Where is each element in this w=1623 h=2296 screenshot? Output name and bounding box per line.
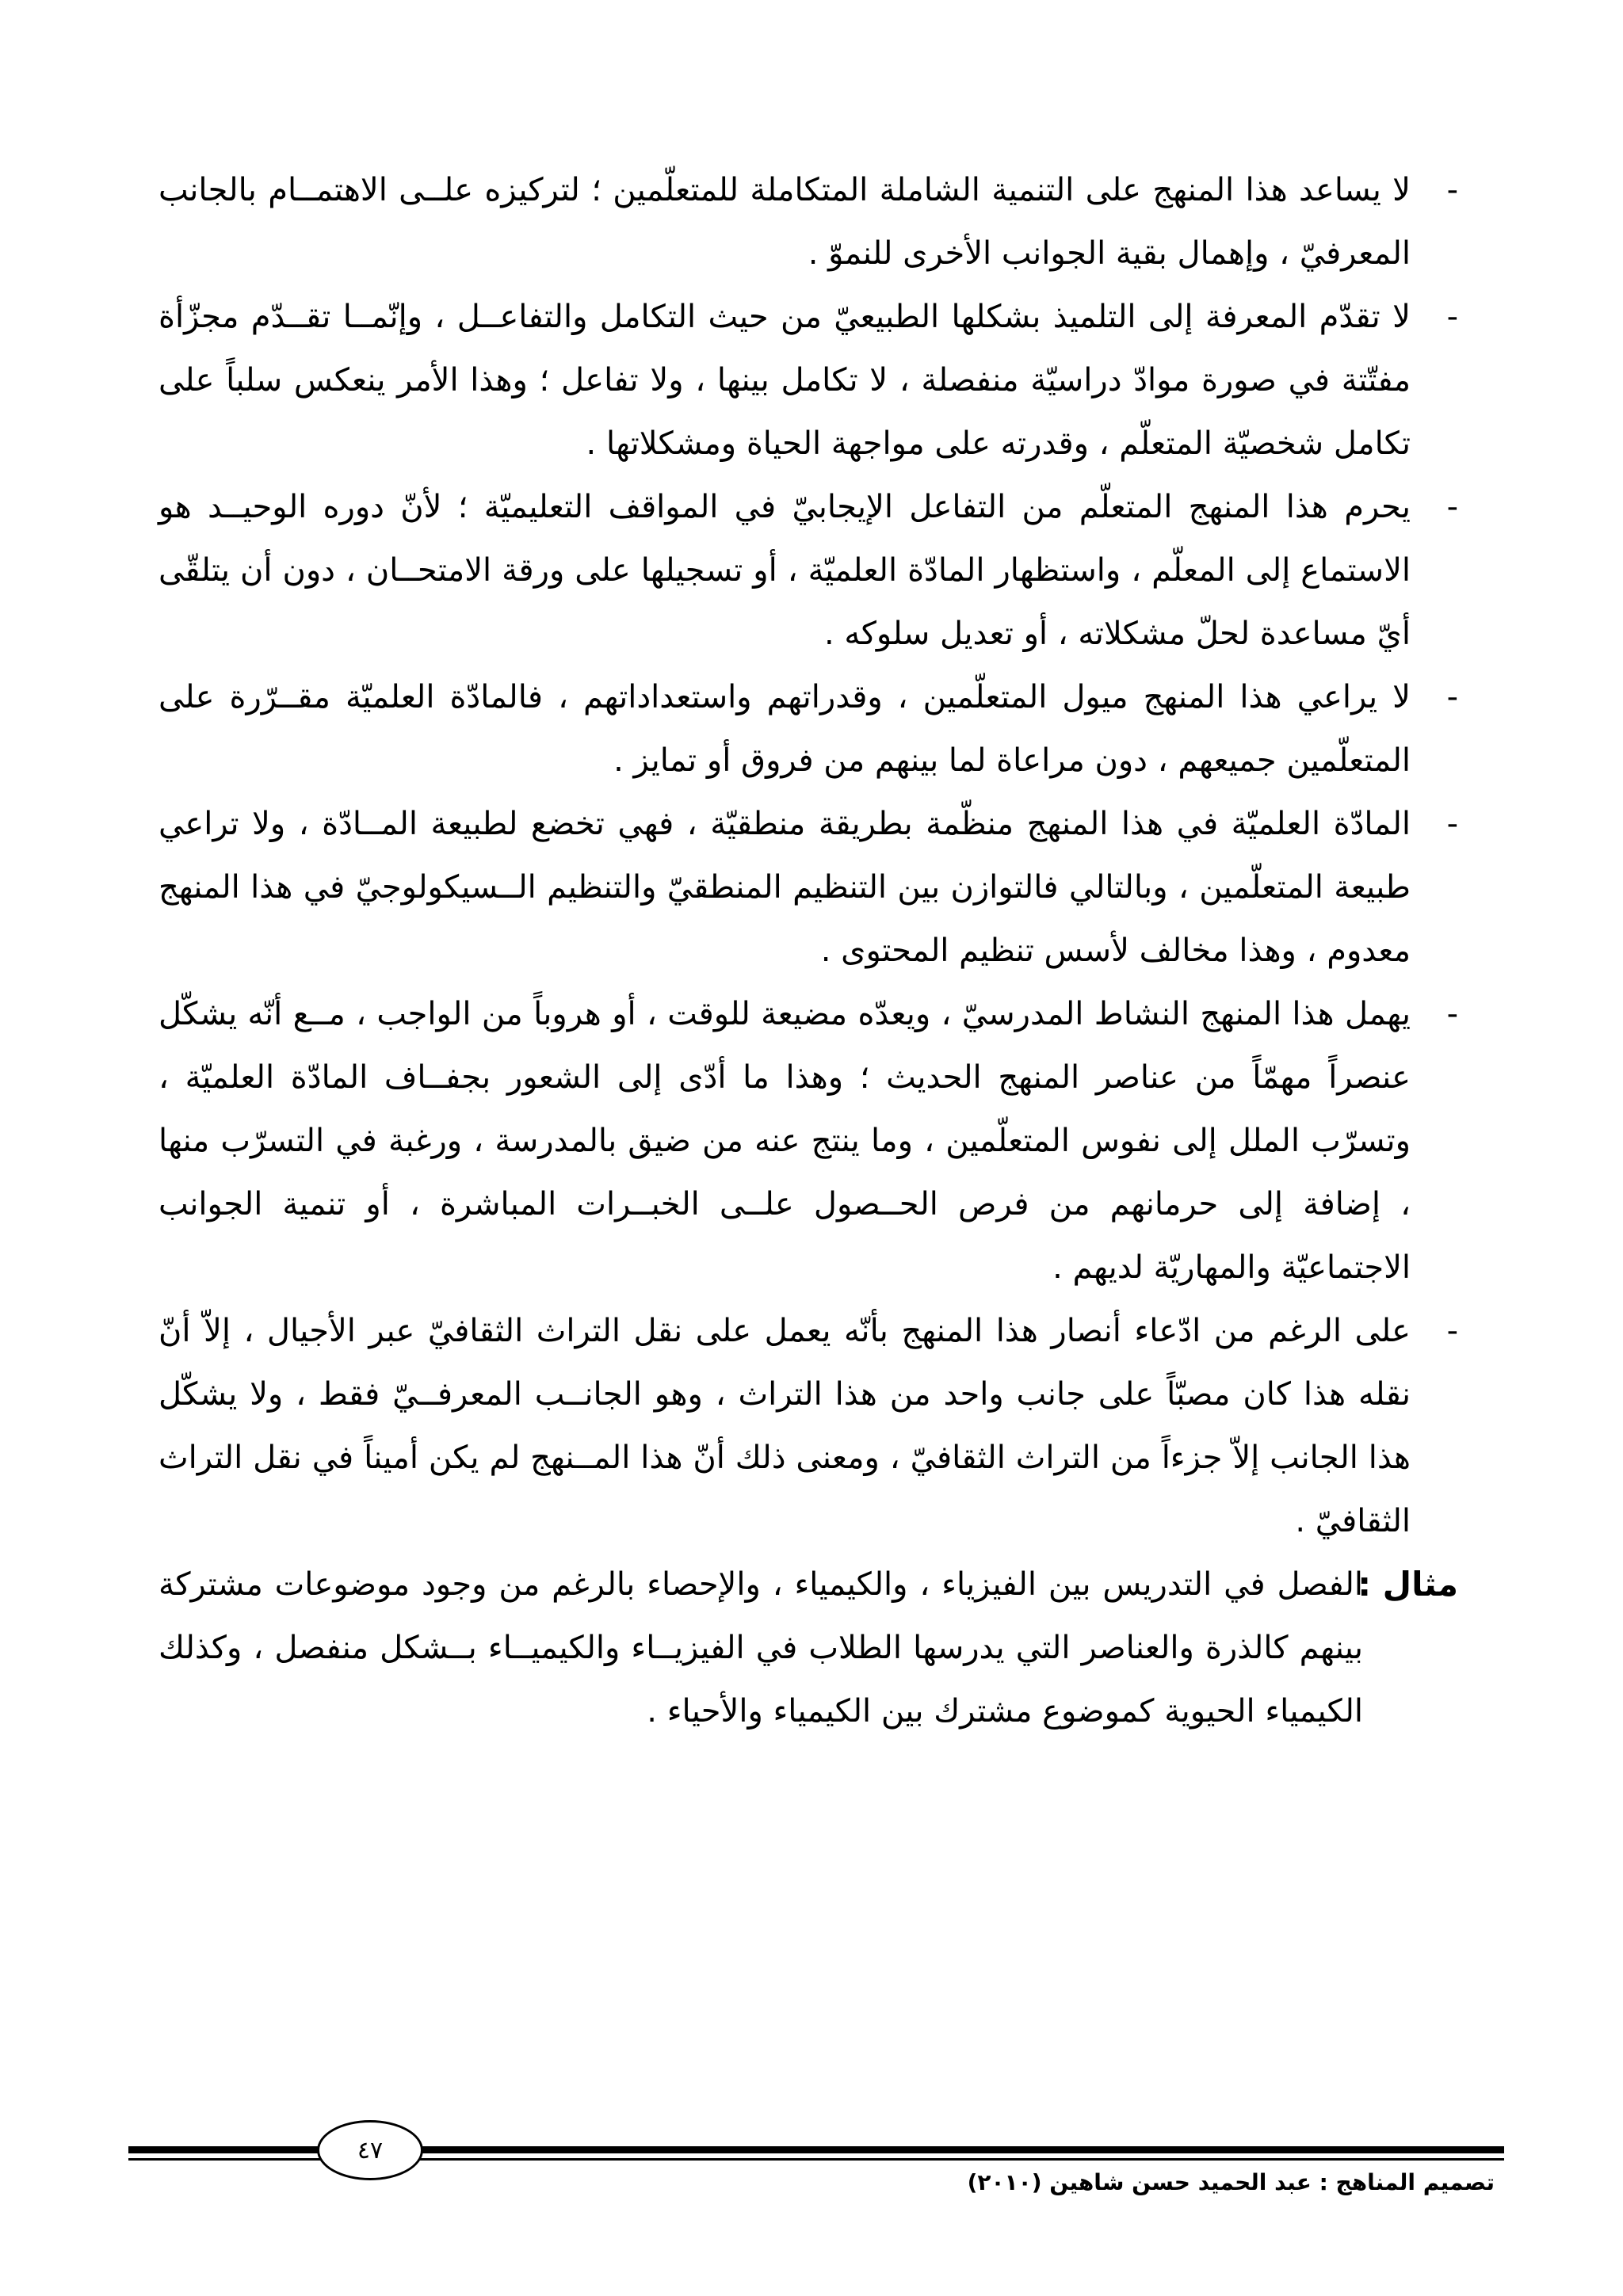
list-item-text: يحرم هذا المنهج المتعلّم من التفاعل الإيجابيّ في المواقف التعليميّة ؛ لأنّ دوره الوحيــد هو الاستماع إلى المعلّم ، واستظهار المادّة العلميّة ، أو تسجيلها على ورقة الامتحــان ، دون أن يتلقّى أيّ مساعدة لحلّ مشكلاته ، أو تعديل سلوكه . bbox=[158, 489, 1411, 652]
list-item-text: على الرغم من ادّعاء أنصار هذا المنهج بأنّه يعمل على نقل التراث الثقافيّ عبر الأجيال ، إلاّ أنّ نقله هذا كان مصبّاً على جانب واحد من هذا التراث ، وهو الجانــب المعرفــيّ فقط ، ولا يشكّل هذا الجانب إلاّ جزءاً من التراث الثقافيّ ، ومعنى ذلك أنّ هذا المــنهج لم يكن أميناً في نقل التراث الثقافيّ . bbox=[158, 1313, 1411, 1539]
bullet-dash: - bbox=[1446, 299, 1458, 335]
page-number bbox=[317, 2120, 423, 2180]
example-label: مثال : bbox=[1358, 1565, 1458, 1604]
list-item bbox=[158, 285, 1458, 475]
bullet-dash: - bbox=[1446, 172, 1458, 208]
list-item bbox=[158, 666, 1458, 792]
list-item-text: لا يراعي هذا المنهج ميول المتعلّمين ، وقدراتهم واستعداداتهم ، فالمادّة العلميّة مقــرّرة على المتعلّمين جميعهم ، دون مراعاة لما بينهم من فروق أو تمايز . bbox=[158, 679, 1411, 779]
list-item bbox=[158, 792, 1458, 982]
bullet-dash: - bbox=[1446, 1313, 1458, 1349]
list-item-text: المادّة العلميّة في هذا المنهج منظّمة بطريقة منطقيّة ، فهي تخضع لطبيعة المــادّة ، ولا تراعي طبيعة المتعلّمين ، وبالتالي فالتوازن بين التنظيم المنطقيّ والتنظيم الــسيكولوجيّ في هذا المنهج معدوم ، وهذا مخالف لأسس تنظيم المحتوى . bbox=[158, 806, 1411, 969]
example-paragraph bbox=[158, 1553, 1458, 1743]
body-text bbox=[158, 158, 1458, 1743]
bullet-dash: - bbox=[1446, 996, 1458, 1032]
example-text: الفصل في التدريس بين الفيزياء ، والكيمياء ، والإحصاء بالرغم من وجود موضوعات مشتركة بينهم كالذرة والعناصر التي يدرسها الطلاب في الفيزيــاء والكيميــاء بــشكل منفصل ، وكذلك الكيمياء الحيوية كموضوع مشترك بين الكيمياء والأحياء . bbox=[158, 1566, 1363, 1730]
page-number-text: ٤٧ bbox=[357, 2136, 384, 2164]
list-item-text: لا يساعد هذا المنهج على التنمية الشاملة المتكاملة للمتعلّمين ؛ لتركيزه علــى الاهتمــام بالجانب المعرفيّ ، وإهمال بقية الجوانب الأخرى للنموّ . bbox=[158, 172, 1411, 272]
list-item bbox=[158, 1299, 1458, 1553]
list-item bbox=[158, 475, 1458, 666]
bullet-dash: - bbox=[1446, 489, 1458, 525]
list-item bbox=[158, 982, 1458, 1299]
bullet-dash: - bbox=[1446, 806, 1458, 842]
footer-credit: تصميم المناهج : عبد الحميد حسن شاهين (٢٠١٠) bbox=[967, 2169, 1495, 2195]
list-item-text: يهمل هذا المنهج النشاط المدرسيّ ، ويعدّه مضيعة للوقت ، أو هروباً من الواجب ، مــع أنّه يشكّل عنصراً مهمّاً من عناصر المنهج الحديث ؛ وهذا ما أدّى إلى الشعور بجفــاف المادّة العلميّة ، وتسرّب الملل إلى نفوس المتعلّمين ، وما ينتج عنه من ضيق بالمدرسة ، ورغبة في التسرّب منها ، إضافة إلى حرمانهم من فرص الحــصول علــى الخبــرات المباشرة ، أو تنمية الجوانب الاجتماعيّة والمهاريّة لديهم . bbox=[158, 996, 1411, 1286]
list-item-text: لا تقدّم المعرفة إلى التلميذ بشكلها الطبيعيّ من حيث التكامل والتفاعــل ، وإنّمــا تقــدّم مجزّأة مفتّتة في صورة موادّ دراسيّة منفصلة ، لا تكامل بينها ، ولا تفاعل ؛ وهذا الأمر ينعكس سلباً على تكامل شخصيّة المتعلّم ، وقدرته على مواجهة الحياة ومشكلاتها . bbox=[158, 299, 1411, 462]
list-item bbox=[158, 158, 1458, 285]
bullet-dash: - bbox=[1446, 679, 1458, 715]
